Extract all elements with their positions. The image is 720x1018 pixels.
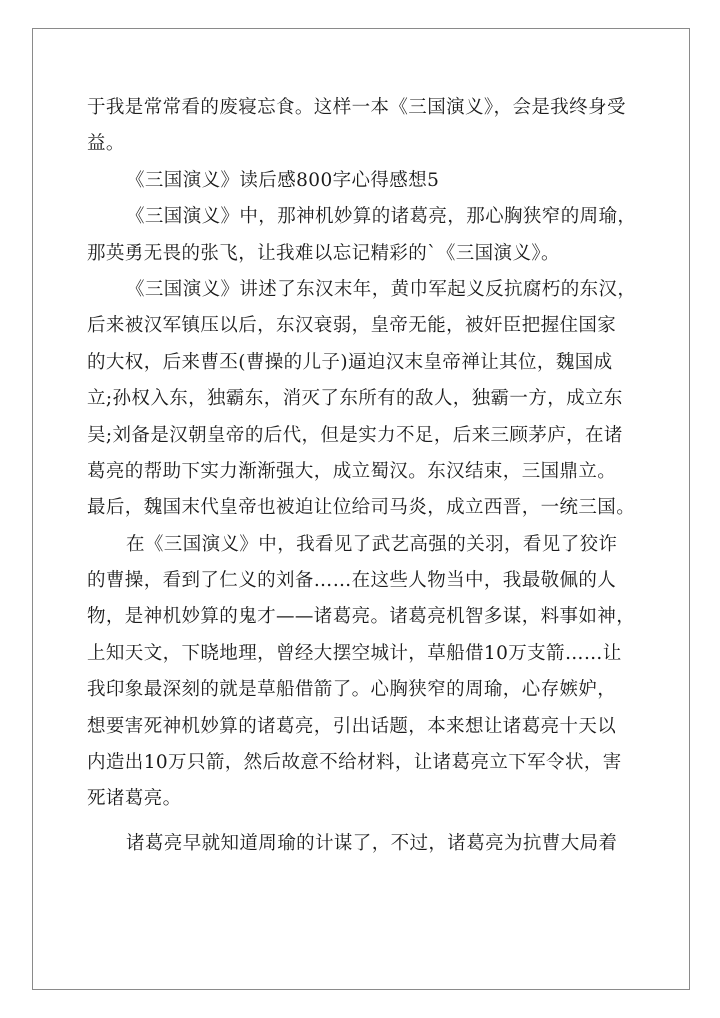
text-line: 吴;刘备是汉朝皇帝的后代，但是实力不足，后来三顾茅庐，在诸 bbox=[87, 424, 623, 446]
text-line: 《三国演义》讲述了东汉末年，黄巾军起义反抗腐朽的东汉， bbox=[126, 278, 637, 300]
text-line: 在《三国演义》中，我看见了武艺高强的关羽，看见了狡诈 bbox=[126, 533, 618, 555]
document-body bbox=[87, 90, 642, 862]
text-line: 我印象最深刻的就是草船借箭了。心胸狭窄的周瑜，心存嫉妒， bbox=[87, 679, 617, 701]
text-line: 《三国演义》中，那神机妙算的诸葛亮，那心胸狭窄的周瑜， bbox=[126, 206, 637, 228]
text-line: 于我是常常看的废寝忘食。这样一本《三国演义》，会是我终身受 bbox=[87, 97, 626, 118]
text-line: 益。 bbox=[87, 133, 125, 155]
text-line: 上知天文，下晓地理，曾经大摆空城计，草船借10万支箭……让 bbox=[87, 642, 622, 664]
text-line: 的大权，后来曹丕(曹操的儿子)逼迫汉末皇帝禅让其位，魏国成 bbox=[87, 351, 613, 373]
text-line: 葛亮的帮助下实力渐渐强大，成立蜀汉。东汉结束，三国鼎立。 bbox=[87, 460, 617, 482]
paragraph-gap bbox=[87, 818, 642, 826]
text-line: 物，是神机妙算的鬼才——诸葛亮。诸葛亮机智多谋，料事如神， bbox=[87, 606, 636, 628]
section-heading: 《三国演义》读后感800字心得感想5 bbox=[126, 169, 440, 191]
text-line: 诸葛亮早就知道周瑜的计谋了，不过，诸葛亮为抗曹大局着 bbox=[126, 832, 618, 854]
text-line: 最后，魏国末代皇帝也被迫让位给司马炎，成立西晋，一统三国。 bbox=[87, 497, 636, 519]
text-line: 立;孙权入东，独霸东，消灭了东所有的敌人，独霸一方，成立东 bbox=[87, 388, 623, 410]
text-line: 的曹操，看到了仁义的刘备……在这些人物当中，我最敬佩的人 bbox=[87, 570, 617, 592]
text-line: 内造出10万只箭，然后故意不给材料，让诸葛亮立下军令状，害 bbox=[87, 752, 622, 774]
text-line: 那英勇无畏的张飞，让我难以忘记精彩的`《三国演义》。 bbox=[87, 242, 560, 264]
text-line: 后来被汉军镇压以后，东汉衰弱，皇帝无能，被奸臣把握住国家 bbox=[87, 315, 617, 337]
text-line: 想要害死神机妙算的诸葛亮，引出话题，本来想让诸葛亮十天以 bbox=[87, 715, 617, 737]
text-line: 死诸葛亮。 bbox=[87, 788, 182, 810]
